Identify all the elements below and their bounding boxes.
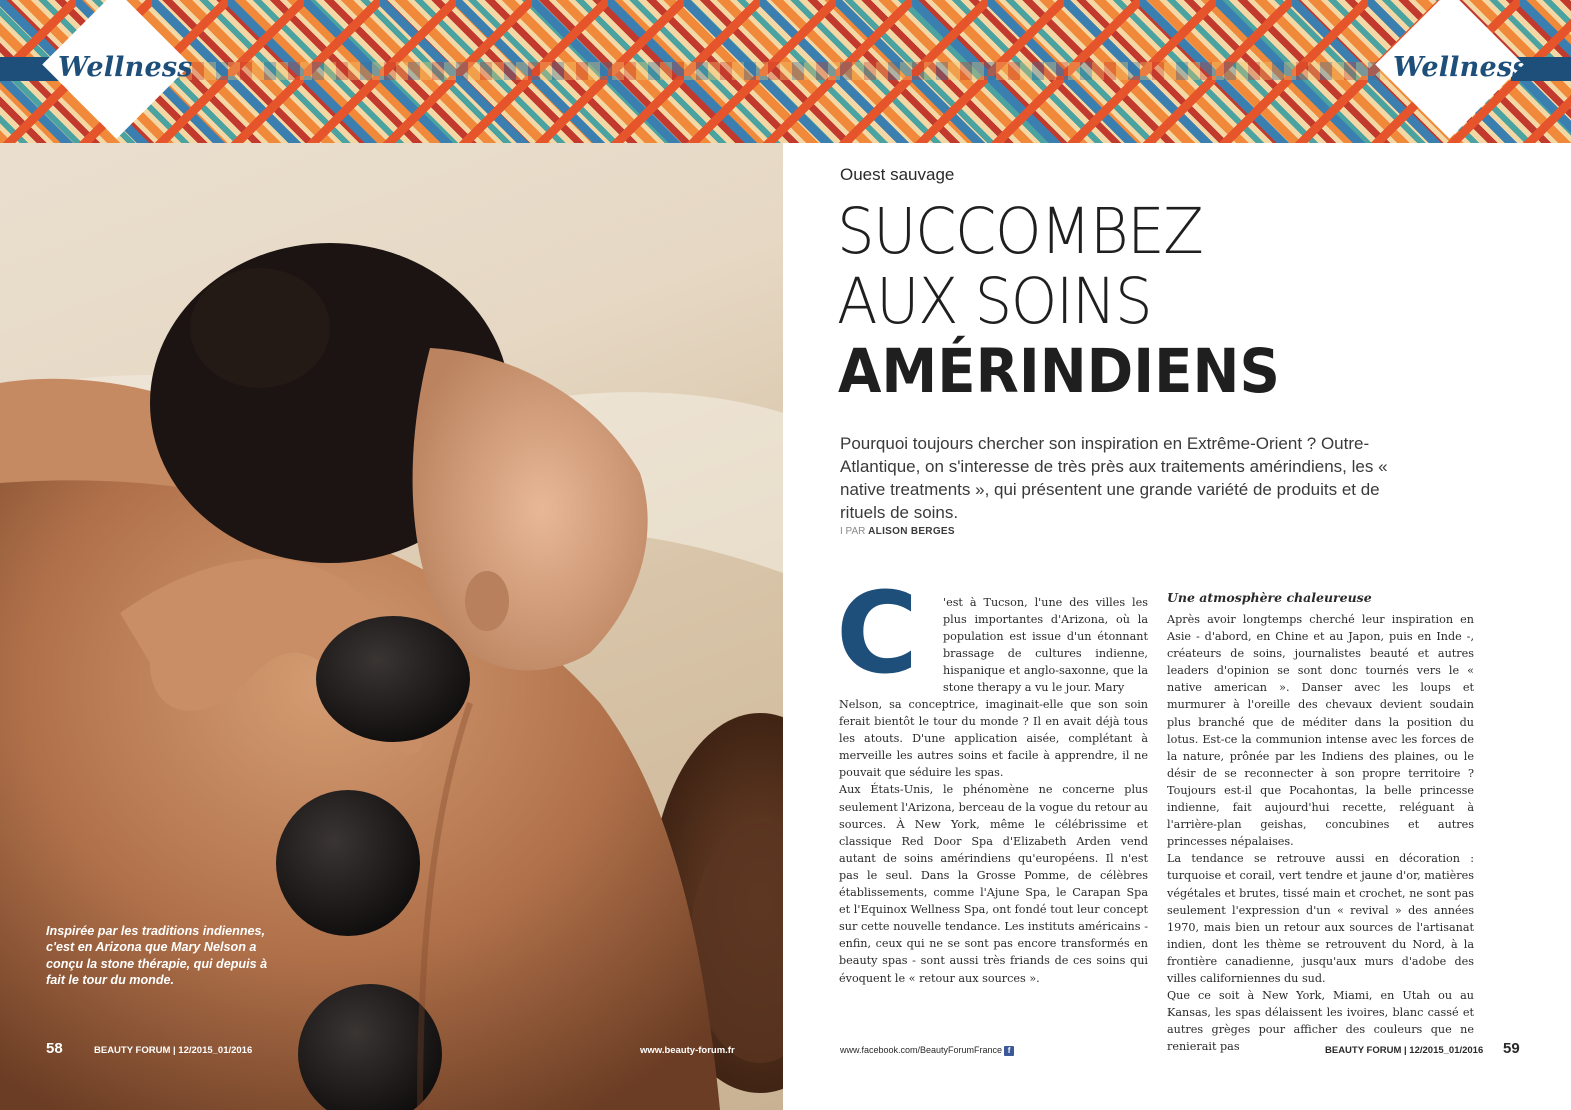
body-column-1-top: [943, 594, 1148, 697]
section-subhead: Une atmosphère chaleureuse: [1167, 590, 1372, 605]
body-paragraph: Nelson, sa conceptrice, imaginait-elle que son soin ferait bientôt le tour du monde ? Il en avait déjà tous les atouts. D'une application aisée, complétant à merveille les autres soins et facile à apprendre, il ne pouvait que séduire les spas.: [839, 698, 1148, 780]
magazine-issue-left: BEAUTY FORUM | 12/2015_01/2016: [94, 1045, 253, 1056]
byline-prefix: I PAR: [840, 526, 869, 537]
section-label-right: Wellness: [1393, 52, 1528, 83]
body-paragraph: Après avoir longtemps cherché leur inspiration en Asie - d'abord, en Chine et au Japon, puis en Inde -, créateurs de soins, journalistes beauté et autres leaders d'opinion se sont donc tournés vers le « native american ». Danser avec les loups et murmurer à l'oreille des chevaux devient soudain plus branché que de méditer dans la position du lotus. Est-ce la communion intense avec les forces de la nature, prônée par les Indiens des plaines, ou le désir de se reconnecter à son propre territoire ? Toujours est-il que Pocahontas, la belle princesse indienne, fait aujourd'hui recette, reléguant à l'arrière-plan geishas, concubines et autres princesses népalaises.: [1167, 613, 1474, 849]
body-paragraph: La tendance se retrouve aussi en décoration : turquoise et corail, vert tendre et jaune d'or, matières végétales et brutes, tissé main et crochet, ne sont pas seulement l'expression d'un « revival » des années 1970, mais bien un retour aux sources de l'artisanat indien, dont les thème se retrouvent du Nord, à la frontière canadienne, jusqu'aux murs d'adobe des villes californiennes du sud.: [1167, 852, 1474, 985]
tribal-pattern-banner: [0, 0, 1571, 143]
section-label-left: Wellness: [58, 52, 193, 83]
headline-line-3: AMÉRINDIENS: [838, 336, 1280, 407]
magazine-issue-right: BEAUTY FORUM | 12/2015_01/2016: [1325, 1045, 1484, 1056]
body-paragraph: Aux États-Unis, le phénomène ne concerne plus seulement l'Arizona, berceau de la vogue du retour au sources. À New York, même le célébrissime et classique Red Door Spa d'Elizabeth Arden vend autant de soins amérindiens qu'européens. Il n'est pas le seul. Dans la Grosse Pomme, de célèbres établissements, comme l'Ajune Spa, le Carapan Spa et l'Equinox Wellness Spa, ont fondé tout leur concept sur cette nouvelle tendance. Les instituts américains - enfin, ceux qui ne se sont pas encore transformés en beauty spas - sont aussi très friands de ces soins qui évoquent le « retour aux sources ».: [839, 783, 1148, 985]
page-number-left: 58: [46, 1040, 63, 1057]
body-paragraph: Que ce soit à New York, Miami, en Utah ou au Kansas, les spas délaissent les ivoires, blanc cassé et autres grèges pour afficher des couleurs que ne renierait pas: [1167, 989, 1474, 1054]
body-column-2: [1167, 611, 1474, 1055]
article-kicker: Ouest sauvage: [840, 165, 955, 184]
byline-author: ALISON BERGES: [868, 526, 955, 537]
body-column-1: [839, 696, 1148, 987]
headline-line-1: SUCCOMBEZ: [837, 195, 1203, 268]
photo-caption: Inspirée par les traditions indiennes, c'est en Arizona que Mary Nelson a conçu la stone thérapie, qui depuis à fait le tour du monde.: [46, 924, 268, 988]
facebook-icon[interactable]: f: [1004, 1046, 1014, 1056]
article-intro: Pourquoi toujours chercher son inspiration en Extrême-Orient ? Outre-Atlantique, on s'interesse de très près aux traitements amérindiens, les « native treatments », qui présentent une grande variété de produits et de rituels de soins.: [840, 434, 1388, 522]
facebook-link[interactable]: [840, 1045, 1014, 1056]
drop-cap: C: [836, 569, 919, 699]
page-number-right: 59: [1503, 1040, 1520, 1057]
headline-line-2: AUX SOINS: [837, 265, 1152, 338]
facebook-url[interactable]: www.facebook.com/BeautyForumFrance: [840, 1045, 1003, 1055]
body-paragraph: 'est à Tucson, l'une des villes les plus importantes d'Arizona, où la population est issue d'un étonnant brassage de cultures indienne, hispanique et anglo-saxonne, que la stone therapy a vu le jour. Mary: [943, 596, 1148, 695]
byline: [840, 526, 955, 537]
website-url[interactable]: www.beauty-forum.fr: [640, 1045, 735, 1056]
